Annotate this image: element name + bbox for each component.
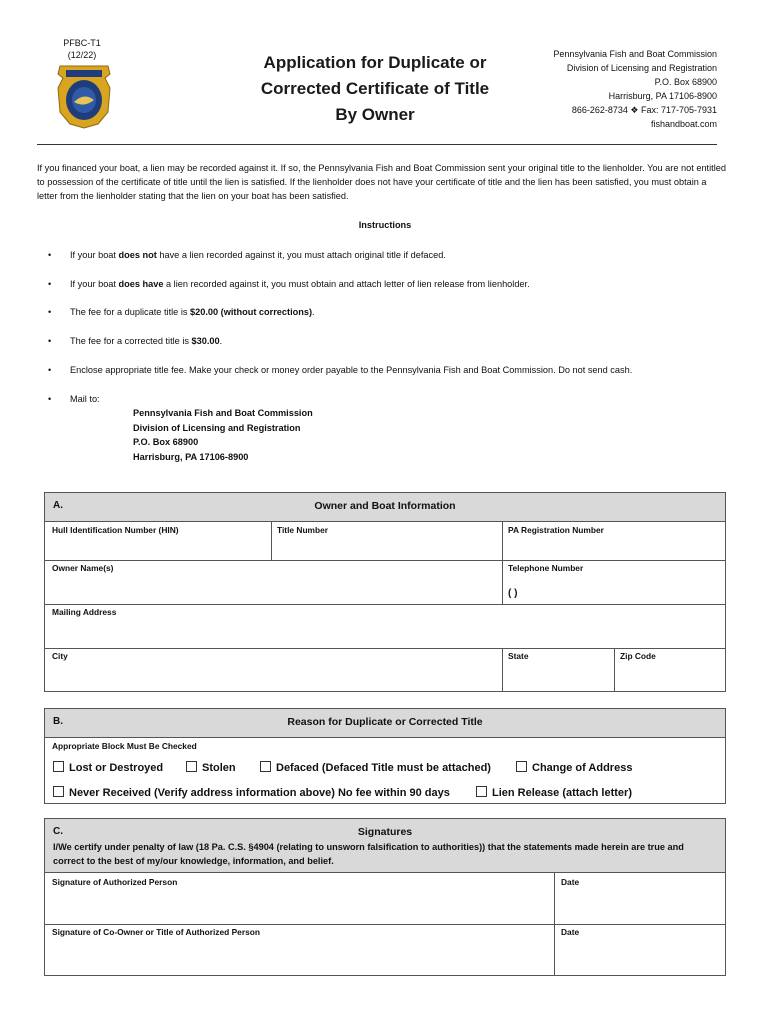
signature-authorized-label: Signature of Authorized Person	[52, 877, 178, 887]
owner-names-input[interactable]	[46, 575, 501, 603]
bullet-icon: •	[48, 365, 52, 375]
checkbox-lost-or-destroyed[interactable]: Lost or Destroyed	[53, 761, 163, 774]
city-label: City	[52, 651, 68, 661]
signature-authorized-input[interactable]	[46, 889, 553, 923]
title-line-2: Corrected Certificate of Title	[260, 79, 490, 98]
agency-division: Division of Licensing and Registration	[566, 63, 717, 73]
bullet-icon: •	[48, 279, 52, 289]
pa-registration-label: PA Registration Number	[508, 525, 604, 535]
title-line-3: By Owner	[335, 105, 415, 124]
zip-code-input[interactable]	[616, 663, 724, 691]
checkbox-icon[interactable]	[53, 761, 64, 772]
section-letter: A.	[53, 500, 63, 511]
page-title	[235, 50, 515, 128]
section-letter: C.	[53, 826, 63, 837]
check-block-instruction: Appropriate Block Must Be Checked	[52, 741, 197, 751]
agency-website[interactable]: fishandboat.com	[650, 119, 717, 129]
zip-code-label: Zip Code	[620, 651, 656, 661]
title-line-1: Application for Duplicate or	[263, 53, 487, 72]
signature-co-owner-input[interactable]	[46, 939, 553, 975]
agency-phone-fax: 866-262-8734 ❖ Fax: 717-705-7931	[571, 105, 717, 115]
telephone-input[interactable]: ( )	[508, 588, 518, 599]
checkbox-change-of-address[interactable]: Change of Address	[516, 761, 632, 774]
city-input[interactable]	[46, 663, 501, 691]
signature-co-owner-label: Signature of Co-Owner or Title of Authorized Person	[52, 927, 260, 937]
section-c-header	[45, 819, 725, 873]
bullet-icon: •	[48, 307, 52, 317]
checkbox-icon[interactable]	[53, 786, 64, 797]
checkbox-icon[interactable]	[476, 786, 487, 797]
state-input[interactable]	[504, 663, 613, 691]
checkbox-stolen[interactable]: Stolen	[186, 761, 236, 774]
title-number-label: Title Number	[277, 525, 329, 535]
pfbc-logo	[54, 64, 114, 130]
form-code	[63, 37, 101, 61]
section-c-signatures	[44, 818, 726, 976]
checkbox-icon[interactable]	[516, 761, 527, 772]
bullet-icon: •	[48, 336, 52, 346]
mailing-address-label: Mailing Address	[52, 607, 117, 617]
mail-line: Harrisburg, PA 17106-8900	[133, 451, 249, 462]
state-label: State	[508, 651, 529, 661]
date-2-input[interactable]	[556, 939, 724, 975]
hin-label: Hull Identification Number (HIN)	[52, 525, 179, 535]
bullet-icon: •	[48, 250, 52, 260]
intro-paragraph: If you financed your boat, a lien may be recorded against it. If so, the Pennsylvania Fish and Boat Commission sent your original title to the lienholder. You are not entitled to possession of the certificate of title until the lien is satisfied. If the lienholder does not have your certificate of title and the lien has been satisfied, you must obtain a letter from the lienholder stating that the lien on your boat has been satisfied.	[37, 163, 726, 201]
bullet-icon: •	[48, 394, 52, 404]
section-title: Owner and Boat Information	[314, 500, 456, 512]
certification-statement: I/We certify under penalty of law (18 Pa. C.S. §4904 (relating to unsworn falsification to authorities)) that the statements made herein are true and correct to the best of my/our knowledge, information, and belief.	[53, 842, 684, 866]
checkbox-icon[interactable]	[186, 761, 197, 772]
mail-to-address	[133, 406, 313, 464]
checkbox-lien-release[interactable]: Lien Release (attach letter)	[476, 786, 632, 799]
date-1-input[interactable]	[556, 889, 724, 923]
form-code-date: (12/22)	[67, 50, 97, 60]
agency-address	[520, 47, 717, 131]
date-2-label: Date	[561, 927, 580, 937]
pa-registration-input[interactable]	[504, 537, 724, 559]
telephone-label: Telephone Number	[508, 563, 584, 573]
section-b-reason	[44, 708, 726, 804]
mail-line: P.O. Box 68900	[133, 437, 199, 447]
section-b-header	[45, 709, 725, 738]
hin-input[interactable]	[46, 537, 270, 559]
agency-pobox: P.O. Box 68900	[654, 77, 717, 87]
section-title: Signatures	[357, 826, 413, 838]
agency-name: Pennsylvania Fish and Boat Commission	[553, 49, 717, 59]
section-a-header	[45, 493, 725, 522]
mail-line: Division of Licensing and Registration	[133, 422, 301, 433]
form-code-number: PFBC-T1	[63, 38, 101, 48]
checkbox-never-received[interactable]: Never Received (Verify address information above) No fee within 90 days	[53, 786, 450, 799]
section-a-owner-boat-info	[44, 492, 726, 692]
mail-line: Pennsylvania Fish and Boat Commission	[133, 408, 313, 418]
section-title: Reason for Duplicate or Corrected Title	[287, 716, 483, 728]
instructions-heading: Instructions	[358, 220, 412, 230]
checkbox-defaced[interactable]: Defaced (Defaced Title must be attached)	[260, 761, 491, 774]
header-divider	[37, 144, 717, 145]
title-number-input[interactable]	[273, 537, 501, 559]
date-1-label: Date	[561, 877, 580, 887]
owner-names-label: Owner Name(s)	[52, 563, 114, 573]
checkbox-icon[interactable]	[260, 761, 271, 772]
mailing-address-input[interactable]	[46, 619, 724, 647]
agency-city: Harrisburg, PA 17106-8900	[608, 91, 717, 101]
section-letter: B.	[53, 716, 63, 727]
